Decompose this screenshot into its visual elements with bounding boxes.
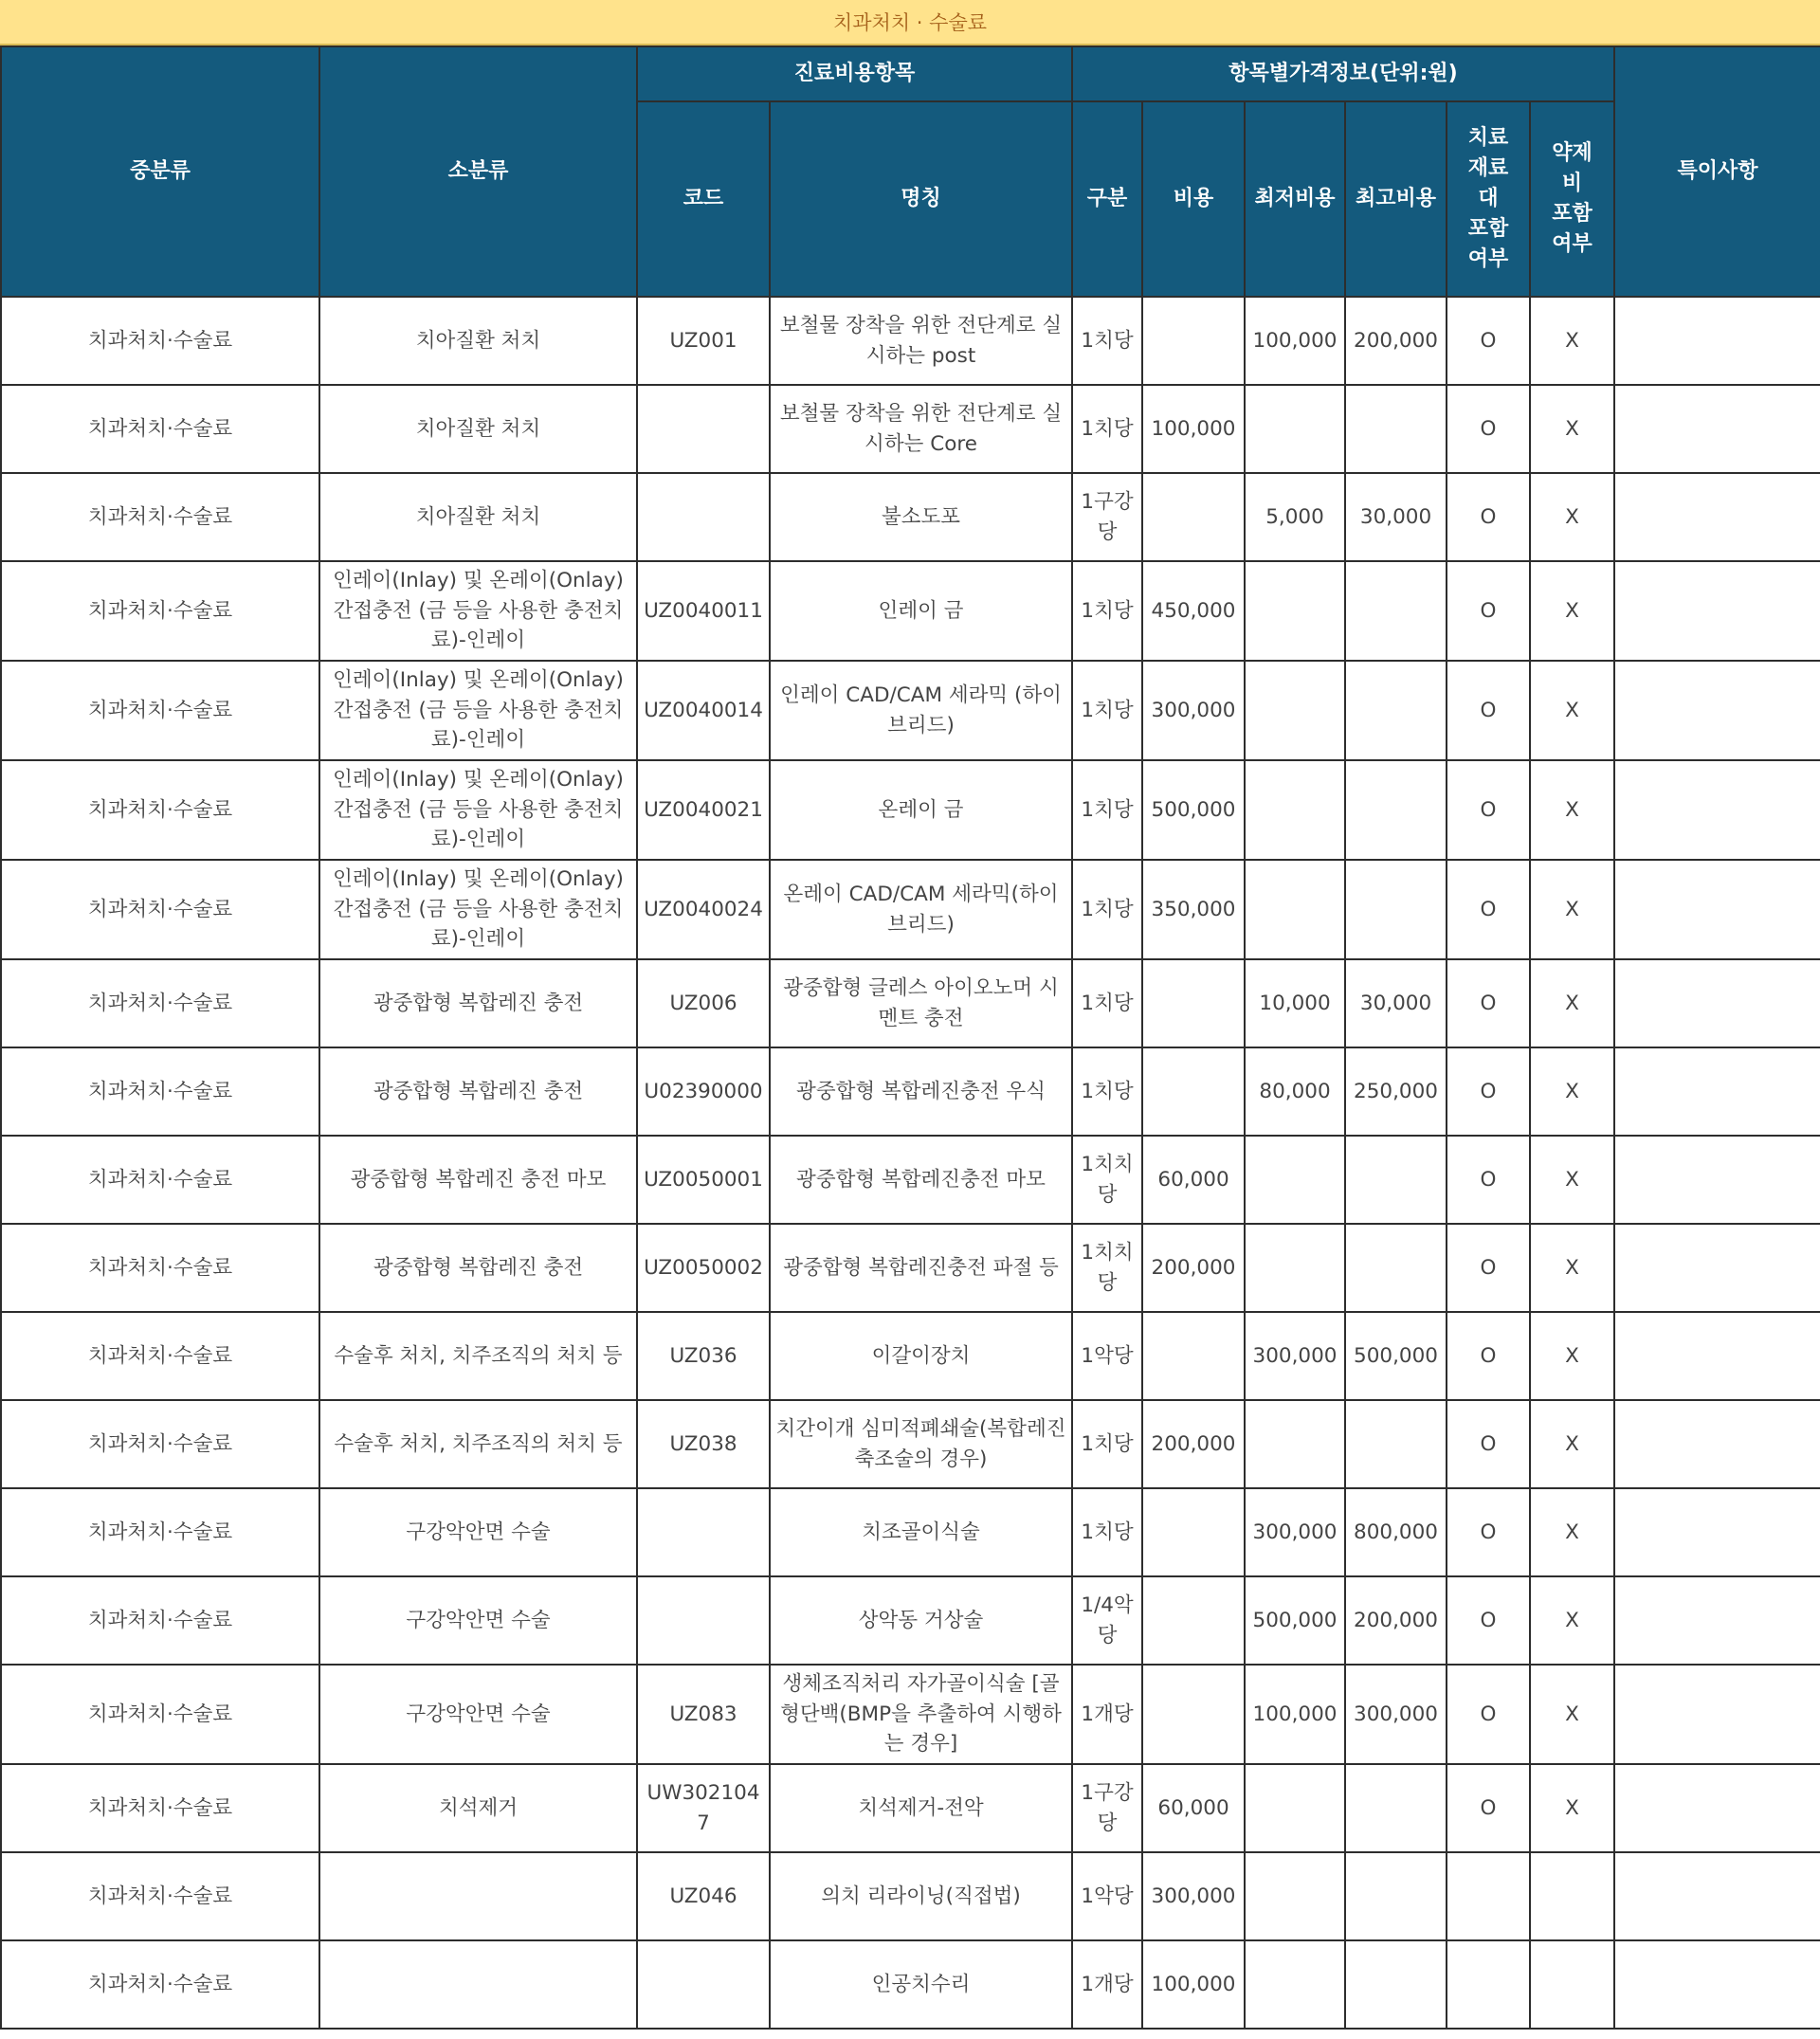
header-notes: 특이사항 [1614, 46, 1820, 297]
header-mid-category: 중분류 [1, 46, 319, 297]
cell-sub-category: 광중합형 복합레진 충전 마모 [319, 1136, 637, 1224]
cell-sub-category: 인레이(Inlay) 및 온레이(Onlay) 간접충전 (금 등을 사용한 충전치료)-인레이 [319, 661, 637, 760]
cell-cost: 200,000 [1142, 1224, 1245, 1312]
cell-sub-category: 인레이(Inlay) 및 온레이(Onlay) 간접충전 (금 등을 사용한 충전치료)-인레이 [319, 561, 637, 661]
table-row [1, 1488, 1820, 1576]
cell-code: UW3021047 [637, 1764, 770, 1852]
cell-notes [1614, 473, 1820, 561]
cell-unit: 1개당 [1072, 1940, 1142, 2029]
cell-cost [1142, 1665, 1245, 1764]
cell-cost [1142, 959, 1245, 1047]
cell-max-cost [1345, 1400, 1447, 1488]
cell-code [637, 385, 770, 473]
cell-code: UZ0050001 [637, 1136, 770, 1224]
cell-mid-category: 치과처치·수술료 [1, 1665, 319, 1764]
cell-material-included: O [1447, 760, 1530, 860]
cell-drug-included: X [1530, 1576, 1614, 1665]
cell-unit: 1/4악당 [1072, 1576, 1142, 1665]
cell-code [637, 1940, 770, 2029]
cell-notes [1614, 661, 1820, 760]
cell-sub-category: 광중합형 복합레진 충전 [319, 959, 637, 1047]
cell-unit: 1치당 [1072, 1047, 1142, 1136]
cell-name: 광중합형 복합레진충전 우식 [770, 1047, 1072, 1136]
table-row [1, 385, 1820, 473]
cell-drug-included: X [1530, 1665, 1614, 1764]
cell-sub-category: 광중합형 복합레진 충전 [319, 1224, 637, 1312]
cell-mid-category: 치과처치·수술료 [1, 561, 319, 661]
cell-unit: 1구강당 [1072, 473, 1142, 561]
cell-drug-included: X [1530, 385, 1614, 473]
cell-sub-category: 구강악안면 수술 [319, 1665, 637, 1764]
cell-mid-category: 치과처치·수술료 [1, 1312, 319, 1400]
cell-min-cost: 500,000 [1245, 1576, 1345, 1665]
cell-max-cost [1345, 385, 1447, 473]
cell-notes [1614, 1940, 1820, 2029]
cell-max-cost: 300,000 [1345, 1665, 1447, 1764]
cell-max-cost [1345, 860, 1447, 959]
cell-name: 상악동 거상술 [770, 1576, 1072, 1665]
cell-mid-category: 치과처치·수술료 [1, 1488, 319, 1576]
cell-code: UZ036 [637, 1312, 770, 1400]
cell-name: 이갈이장치 [770, 1312, 1072, 1400]
cell-cost [1142, 473, 1245, 561]
cell-code: UZ006 [637, 959, 770, 1047]
cell-code [637, 473, 770, 561]
cell-notes [1614, 1400, 1820, 1488]
cell-name: 인공치수리 [770, 1940, 1072, 2029]
table-row [1, 1576, 1820, 1665]
table-row [1, 760, 1820, 860]
cell-material-included: O [1447, 1224, 1530, 1312]
cell-material-included: O [1447, 959, 1530, 1047]
cell-name: 인레이 금 [770, 561, 1072, 661]
cell-max-cost: 30,000 [1345, 473, 1447, 561]
cell-max-cost: 200,000 [1345, 297, 1447, 385]
cell-unit: 1치당 [1072, 1488, 1142, 1576]
header-drug-included: 약제 비 포함 여부 [1530, 101, 1614, 297]
cell-max-cost [1345, 561, 1447, 661]
header-material-included: 치료 재료 대 포함 여부 [1447, 101, 1530, 297]
cell-unit: 1치당 [1072, 1400, 1142, 1488]
cell-name: 온레이 금 [770, 760, 1072, 860]
cell-max-cost [1345, 1224, 1447, 1312]
cell-notes [1614, 1488, 1820, 1576]
table-row [1, 860, 1820, 959]
cell-unit: 1치치당 [1072, 1224, 1142, 1312]
cell-name: 광중합형 글레스 아이오노머 시멘트 충전 [770, 959, 1072, 1047]
cell-notes [1614, 1665, 1820, 1764]
cell-min-cost [1245, 860, 1345, 959]
cell-drug-included: X [1530, 1312, 1614, 1400]
cell-unit: 1치당 [1072, 959, 1142, 1047]
cell-notes [1614, 959, 1820, 1047]
cell-min-cost [1245, 661, 1345, 760]
cell-min-cost: 80,000 [1245, 1047, 1345, 1136]
cell-code: UZ001 [637, 297, 770, 385]
header-max-cost: 최고비용 [1345, 101, 1447, 297]
cell-cost [1142, 1488, 1245, 1576]
cell-sub-category: 인레이(Inlay) 및 온레이(Onlay) 간접충전 (금 등을 사용한 충전치료)-인레이 [319, 760, 637, 860]
table-row [1, 1940, 1820, 2029]
header-cost-item-group: 진료비용항목 [637, 46, 1072, 101]
cell-notes [1614, 1047, 1820, 1136]
cell-min-cost [1245, 760, 1345, 860]
cell-unit: 1악당 [1072, 1312, 1142, 1400]
cell-drug-included: X [1530, 297, 1614, 385]
cell-notes [1614, 860, 1820, 959]
cell-sub-category [319, 1940, 637, 2029]
cell-cost [1142, 1047, 1245, 1136]
cell-min-cost: 5,000 [1245, 473, 1345, 561]
cell-drug-included: X [1530, 1488, 1614, 1576]
cell-mid-category: 치과처치·수술료 [1, 661, 319, 760]
cell-name: 온레이 CAD/CAM 세라믹(하이브리드) [770, 860, 1072, 959]
cell-cost [1142, 297, 1245, 385]
cell-mid-category: 치과처치·수술료 [1, 1940, 319, 2029]
cell-sub-category: 치아질환 처치 [319, 297, 637, 385]
header-sub-category: 소분류 [319, 46, 637, 297]
cell-code: UZ0040024 [637, 860, 770, 959]
header-name: 명칭 [770, 101, 1072, 297]
cell-mid-category: 치과처치·수술료 [1, 959, 319, 1047]
table-row [1, 473, 1820, 561]
cell-cost [1142, 1576, 1245, 1665]
cell-material-included: O [1447, 1136, 1530, 1224]
cell-unit: 1치치당 [1072, 1136, 1142, 1224]
cell-drug-included: X [1530, 1047, 1614, 1136]
cell-notes [1614, 1224, 1820, 1312]
cell-mid-category: 치과처치·수술료 [1, 473, 319, 561]
cell-material-included: O [1447, 1665, 1530, 1764]
cell-min-cost: 100,000 [1245, 297, 1345, 385]
cell-code: UZ0040011 [637, 561, 770, 661]
cell-sub-category: 인레이(Inlay) 및 온레이(Onlay) 간접충전 (금 등을 사용한 충전치료)-인레이 [319, 860, 637, 959]
cell-mid-category: 치과처치·수술료 [1, 1136, 319, 1224]
cell-sub-category: 광중합형 복합레진 충전 [319, 1047, 637, 1136]
cell-code: UZ0040014 [637, 661, 770, 760]
cell-cost: 200,000 [1142, 1400, 1245, 1488]
cell-name: 불소도포 [770, 473, 1072, 561]
cell-notes [1614, 1576, 1820, 1665]
cell-drug-included [1530, 1852, 1614, 1940]
cell-code: U02390000 [637, 1047, 770, 1136]
table-row [1, 1852, 1820, 1940]
table-row [1, 661, 1820, 760]
cell-code: UZ083 [637, 1665, 770, 1764]
cell-notes [1614, 1764, 1820, 1852]
cell-max-cost: 500,000 [1345, 1312, 1447, 1400]
cell-drug-included [1530, 1940, 1614, 2029]
table-row [1, 959, 1820, 1047]
cell-cost: 300,000 [1142, 1852, 1245, 1940]
cell-material-included: O [1447, 1047, 1530, 1136]
table-row [1, 1400, 1820, 1488]
cell-unit: 1치당 [1072, 561, 1142, 661]
cell-notes [1614, 385, 1820, 473]
cell-name: 보철물 장착을 위한 전단계로 실시하는 Core [770, 385, 1072, 473]
cell-name: 치조골이식술 [770, 1488, 1072, 1576]
cell-cost: 60,000 [1142, 1136, 1245, 1224]
cell-max-cost [1345, 1852, 1447, 1940]
cell-cost [1142, 1312, 1245, 1400]
cell-cost: 60,000 [1142, 1764, 1245, 1852]
cell-name: 치간이개 심미적폐쇄술(복합레진축조술의 경우) [770, 1400, 1072, 1488]
cell-cost: 100,000 [1142, 385, 1245, 473]
cell-min-cost [1245, 561, 1345, 661]
cell-material-included: O [1447, 1488, 1530, 1576]
header-price-info-group: 항목별가격정보(단위:원) [1072, 46, 1614, 101]
cell-code: UZ0050002 [637, 1224, 770, 1312]
cell-drug-included: X [1530, 561, 1614, 661]
cell-mid-category: 치과처치·수술료 [1, 385, 319, 473]
cell-max-cost [1345, 760, 1447, 860]
cell-cost: 300,000 [1142, 661, 1245, 760]
cell-material-included: O [1447, 860, 1530, 959]
cell-mid-category: 치과처치·수술료 [1, 1047, 319, 1136]
cell-drug-included: X [1530, 1400, 1614, 1488]
cell-min-cost: 300,000 [1245, 1488, 1345, 1576]
cell-unit: 1치당 [1072, 860, 1142, 959]
cell-min-cost [1245, 1400, 1345, 1488]
cell-mid-category: 치과처치·수술료 [1, 297, 319, 385]
cell-mid-category: 치과처치·수술료 [1, 1400, 319, 1488]
cell-drug-included: X [1530, 959, 1614, 1047]
cell-cost: 450,000 [1142, 561, 1245, 661]
cell-max-cost: 200,000 [1345, 1576, 1447, 1665]
cell-material-included [1447, 1852, 1530, 1940]
fee-table [0, 46, 1820, 2030]
cell-code: UZ046 [637, 1852, 770, 1940]
cell-notes [1614, 760, 1820, 860]
cell-min-cost [1245, 1136, 1345, 1224]
cell-name: 생체조직처리 자가골이식술 [골형단백(BMP을 추출하여 시행하는 경우] [770, 1665, 1072, 1764]
header-code: 코드 [637, 101, 770, 297]
cell-min-cost [1245, 385, 1345, 473]
cell-min-cost: 100,000 [1245, 1665, 1345, 1764]
cell-unit: 1구강당 [1072, 1764, 1142, 1852]
cell-sub-category: 구강악안면 수술 [319, 1576, 637, 1665]
cell-sub-category: 수술후 처치, 치주조직의 처치 등 [319, 1312, 637, 1400]
cell-drug-included: X [1530, 473, 1614, 561]
cell-code [637, 1488, 770, 1576]
cell-sub-category: 구강악안면 수술 [319, 1488, 637, 1576]
cell-sub-category: 수술후 처치, 치주조직의 처치 등 [319, 1400, 637, 1488]
cell-mid-category: 치과처치·수술료 [1, 1852, 319, 1940]
table-body [1, 297, 1820, 2029]
cell-min-cost: 300,000 [1245, 1312, 1345, 1400]
cell-notes [1614, 1312, 1820, 1400]
cell-material-included: O [1447, 297, 1530, 385]
cell-drug-included: X [1530, 1224, 1614, 1312]
cell-max-cost [1345, 1136, 1447, 1224]
table-row [1, 561, 1820, 661]
cell-material-included: O [1447, 1576, 1530, 1665]
cell-drug-included: X [1530, 661, 1614, 760]
cell-drug-included: X [1530, 1136, 1614, 1224]
table-header [1, 46, 1820, 297]
cell-material-included: O [1447, 473, 1530, 561]
cell-min-cost [1245, 1764, 1345, 1852]
cell-material-included: O [1447, 561, 1530, 661]
cell-material-included: O [1447, 1764, 1530, 1852]
cell-notes [1614, 1852, 1820, 1940]
cell-notes [1614, 561, 1820, 661]
cell-material-included: O [1447, 1400, 1530, 1488]
header-cost: 비용 [1142, 101, 1245, 297]
cell-unit: 1개당 [1072, 1665, 1142, 1764]
table-row [1, 1047, 1820, 1136]
cell-mid-category: 치과처치·수술료 [1, 760, 319, 860]
cell-mid-category: 치과처치·수술료 [1, 1576, 319, 1665]
cell-min-cost [1245, 1224, 1345, 1312]
cell-max-cost [1345, 1764, 1447, 1852]
table-row [1, 1136, 1820, 1224]
cell-cost: 100,000 [1142, 1940, 1245, 2029]
cell-code: UZ0040021 [637, 760, 770, 860]
cell-code [637, 1576, 770, 1665]
cell-unit: 1치당 [1072, 661, 1142, 760]
cell-max-cost [1345, 1940, 1447, 2029]
cell-material-included: O [1447, 385, 1530, 473]
table-row [1, 297, 1820, 385]
cell-cost: 500,000 [1142, 760, 1245, 860]
cell-material-included [1447, 1940, 1530, 2029]
cell-name: 인레이 CAD/CAM 세라믹 (하이브리드) [770, 661, 1072, 760]
table-row [1, 1665, 1820, 1764]
cell-material-included: O [1447, 1312, 1530, 1400]
cell-sub-category: 치석제거 [319, 1764, 637, 1852]
cell-drug-included: X [1530, 1764, 1614, 1852]
cell-name: 광중합형 복합레진충전 마모 [770, 1136, 1072, 1224]
header-unit: 구분 [1072, 101, 1142, 297]
cell-sub-category: 치아질환 처치 [319, 473, 637, 561]
cell-unit: 1치당 [1072, 385, 1142, 473]
cell-sub-category [319, 1852, 637, 1940]
cell-mid-category: 치과처치·수술료 [1, 860, 319, 959]
table-row [1, 1312, 1820, 1400]
cell-cost: 350,000 [1142, 860, 1245, 959]
header-min-cost: 최저비용 [1245, 101, 1345, 297]
cell-max-cost: 250,000 [1345, 1047, 1447, 1136]
cell-min-cost: 10,000 [1245, 959, 1345, 1047]
cell-name: 보철물 장착을 위한 전단계로 실시하는 post [770, 297, 1072, 385]
cell-max-cost: 800,000 [1345, 1488, 1447, 1576]
cell-sub-category: 치아질환 처치 [319, 385, 637, 473]
cell-name: 치석제거-전악 [770, 1764, 1072, 1852]
cell-notes [1614, 1136, 1820, 1224]
cell-drug-included: X [1530, 860, 1614, 959]
cell-mid-category: 치과처치·수술료 [1, 1764, 319, 1852]
page-title: 치과처치 · 수술료 [0, 0, 1820, 46]
table-row [1, 1764, 1820, 1852]
cell-notes [1614, 297, 1820, 385]
cell-max-cost: 30,000 [1345, 959, 1447, 1047]
cell-material-included: O [1447, 661, 1530, 760]
cell-code: UZ038 [637, 1400, 770, 1488]
table-row [1, 1224, 1820, 1312]
cell-min-cost [1245, 1852, 1345, 1940]
cell-unit: 1치당 [1072, 760, 1142, 860]
cell-max-cost [1345, 661, 1447, 760]
cell-unit: 1치당 [1072, 297, 1142, 385]
cell-drug-included: X [1530, 760, 1614, 860]
cell-name: 의치 리라이닝(직접법) [770, 1852, 1072, 1940]
cell-min-cost [1245, 1940, 1345, 2029]
cell-name: 광중합형 복합레진충전 파절 등 [770, 1224, 1072, 1312]
cell-unit: 1악당 [1072, 1852, 1142, 1940]
cell-mid-category: 치과처치·수술료 [1, 1224, 319, 1312]
